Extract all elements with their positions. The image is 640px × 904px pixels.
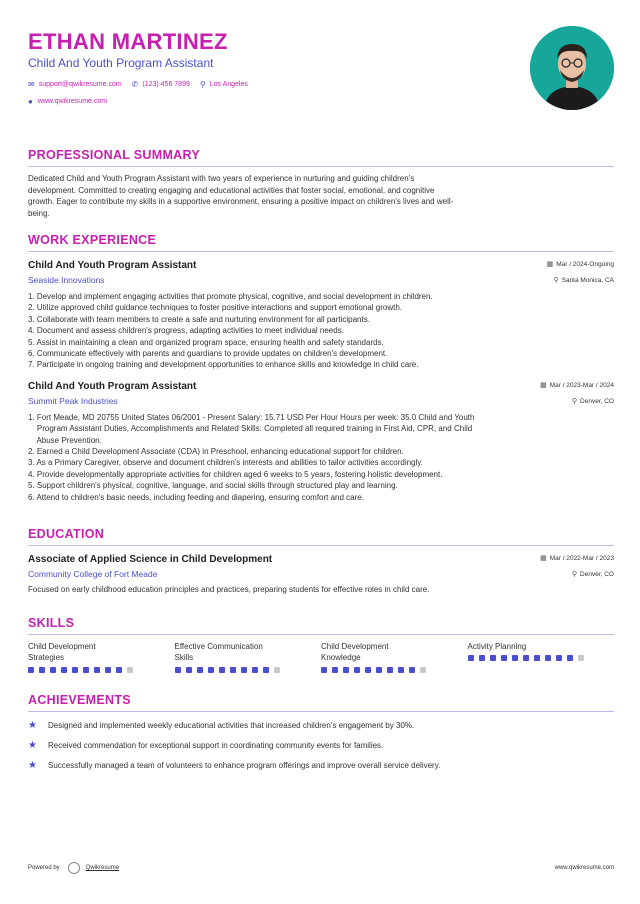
- skill-dot-filled: [186, 667, 192, 673]
- skill-dot-filled: [398, 667, 404, 673]
- education-section: [28, 527, 614, 596]
- footer-url[interactable]: www.qwikresume.com: [554, 865, 614, 871]
- skill-dot-filled: [28, 667, 34, 673]
- skill-level: [468, 655, 615, 661]
- experience-section: [28, 233, 614, 503]
- skill-dot-filled: [50, 667, 56, 673]
- mail-icon: ✉: [28, 80, 35, 89]
- location-text: Los Angeles: [209, 81, 248, 88]
- job-entry: [28, 381, 614, 503]
- job-location: ⚲ Denver, CO: [571, 397, 614, 405]
- location-pin-icon: ⚲: [199, 80, 206, 89]
- location-pin-icon: ⚲: [571, 397, 578, 405]
- achievement-item: [28, 760, 614, 771]
- job-location: ⚲ Santa Monica, CA: [553, 277, 614, 284]
- education-dates: ▦ Mar / 2022-Mar / 2023: [540, 555, 614, 563]
- skill-dot-empty: [420, 667, 426, 673]
- calendar-icon: ▦: [540, 381, 547, 389]
- qwikresume-logo-icon: [68, 862, 80, 874]
- job-dates: ▦ Mar / 2024-Ongoing: [546, 261, 614, 268]
- skill-dot-filled: [72, 667, 78, 673]
- list-item: 3. Collaborate with team members to create a safe and nurturing environment for all participants.: [28, 314, 370, 324]
- email-item[interactable]: [28, 80, 122, 89]
- skill-dot-filled: [230, 667, 236, 673]
- section-divider: [28, 634, 614, 635]
- company-name: Seaside Innovations: [28, 275, 105, 285]
- skill-dot-filled: [409, 667, 415, 673]
- phone-item[interactable]: [132, 80, 190, 89]
- email-text: support@qwikresume.com: [38, 81, 122, 88]
- candidate-role: Child And Youth Program Assistant: [28, 56, 214, 70]
- skill-dot-filled: [468, 655, 474, 661]
- company-name: Summit Peak Industries: [28, 395, 118, 406]
- skill-dot-filled: [332, 667, 338, 673]
- skill-dot-filled: [197, 667, 203, 673]
- website-row[interactable]: [28, 97, 614, 106]
- education-title: EDUCATION: [28, 527, 105, 542]
- skill-dot-filled: [556, 655, 562, 661]
- summary-line: growth. Eager to contribute my skills in a supportive environment, ensuring a positive impact on children's lives and well-: [28, 197, 454, 206]
- job-entry: [28, 260, 614, 371]
- education-location: ⚲ Denver, CO: [571, 571, 614, 579]
- list-item: 4. Document and assess children's progress, adapting activities to meet individual needs.: [28, 326, 344, 336]
- skill-dot-filled: [343, 667, 349, 673]
- school-name: Community College of Fort Meade: [28, 569, 158, 580]
- skill-dot-filled: [376, 667, 382, 673]
- achievements-section: [28, 693, 614, 771]
- skill-dot-filled: [219, 667, 225, 673]
- achievement-item: [28, 720, 614, 731]
- summary-text: [28, 173, 614, 219]
- skill-dot-filled: [61, 667, 67, 673]
- summary-title: PROFESSIONAL SUMMARY: [28, 148, 200, 162]
- skill-dot-filled: [39, 667, 45, 673]
- skill-dot-filled: [252, 667, 258, 673]
- list-item: 6. Attend to children's basic needs, including feeding and diapering, ensuring comfort and care.: [28, 492, 364, 502]
- calendar-icon: ▦: [546, 261, 554, 268]
- location-pin-icon: ⚲: [553, 277, 559, 284]
- skill-dot-filled: [479, 655, 485, 661]
- skills-section: [28, 616, 614, 673]
- location-item: [200, 80, 248, 89]
- skill-dot-filled: [208, 667, 214, 673]
- degree-title: Associate of Applied Science in Child Development: [28, 554, 273, 566]
- skill-level: [175, 667, 322, 673]
- skill-dot-empty: [578, 655, 584, 661]
- skill-dot-filled: [83, 667, 89, 673]
- skill-level: [28, 667, 175, 673]
- list-item: 5. Assist in maintaining a clean and organized program space, ensuring health and safety standards.: [28, 337, 384, 347]
- skill-dot-filled: [567, 655, 573, 661]
- achievement-text: Received commendation for exceptional support in coordinating community events for families.: [48, 740, 384, 750]
- job-title: Child And Youth Program Assistant: [28, 260, 197, 271]
- skill-dot-filled: [105, 667, 111, 673]
- list-item: 1. Fort Meade, MD 20755 United States 06/2001 - Present Salary: 15.71 USD Per Hour Hours per week: 35.0 Child and Youth: [28, 412, 475, 422]
- skill-dot-filled: [263, 667, 269, 673]
- skill-dot-filled: [523, 655, 529, 661]
- skill-dot-filled: [241, 667, 247, 673]
- section-divider: [28, 251, 614, 252]
- skill-dot-filled: [354, 667, 360, 673]
- job-duties: [28, 291, 614, 371]
- skill-dot-empty: [127, 667, 133, 673]
- phone-text: (123) 456 7899: [142, 81, 190, 88]
- job-title: Child And Youth Program Assistant: [28, 380, 197, 392]
- skill-item: [468, 641, 615, 673]
- skill-dot-filled: [175, 667, 181, 673]
- list-item: 6. Communicate effectively with parents and guardians to provide updates on children's development.: [28, 349, 388, 359]
- summary-section: [28, 148, 614, 219]
- skill-dot-filled: [490, 655, 496, 661]
- skill-name: Child Development Knowledge: [321, 641, 389, 663]
- experience-title: WORK EXPERIENCE: [28, 233, 157, 247]
- list-item: 4. Provide developmentally appropriate activities for children aged 6 weeks to 5 years, fostering holistic development.: [28, 469, 443, 479]
- skill-dot-empty: [274, 667, 280, 673]
- section-divider: [28, 711, 614, 712]
- skill-dot-filled: [116, 667, 122, 673]
- list-item: 5. Support children's physical, cognitive, language, and social skills through structured play and learning.: [28, 481, 398, 491]
- star-badge-icon: ★: [28, 739, 37, 751]
- resume-header: [28, 30, 614, 140]
- website-text: www.qwikresume.com: [37, 98, 108, 105]
- candidate-name: ETHAN MARTINEZ: [28, 29, 228, 54]
- list-item: Program Assistant Duties, Accomplishments and Related Skills: Completed all required training in First Aid, CPR, and Child: [28, 424, 473, 434]
- job-dates: ▦ Mar / 2023-Mar / 2024: [540, 381, 614, 389]
- job-duties: [28, 412, 614, 503]
- globe-icon: ●: [28, 97, 33, 106]
- powered-by-label: Powered by: [28, 865, 60, 871]
- section-divider: [28, 545, 614, 546]
- skill-dot-filled: [94, 667, 100, 673]
- achievement-item: [28, 740, 614, 751]
- skill-dot-filled: [387, 667, 393, 673]
- section-divider: [28, 166, 614, 167]
- skill-dot-filled: [512, 655, 518, 661]
- skill-level: [321, 667, 468, 673]
- skill-dot-filled: [545, 655, 551, 661]
- skill-item: [175, 641, 322, 673]
- list-item: 1. Develop and implement engaging activities that promote physical, cognitive, and social development in children.: [28, 292, 433, 301]
- list-item: 2. Utilize approved child guidance techniques to foster positive interactions and support emotional growth.: [28, 303, 402, 313]
- skill-dot-filled: [534, 655, 540, 661]
- achievement-text: Designed and implemented weekly educational activities that increased children's engagement by 30%.: [48, 720, 415, 730]
- location-pin-icon: ⚲: [571, 571, 578, 579]
- skill-name: Activity Planning: [467, 641, 527, 651]
- skill-item: [28, 641, 175, 673]
- list-item: 7. Participate in ongoing training and development opportunities to enhance skills and knowledge in child care.: [28, 360, 419, 370]
- skills-title: SKILLS: [28, 615, 75, 630]
- list-item: 3. As a Primary Caregiver, observe and document children's interests and abilities to tailor activities accordingly.: [28, 458, 423, 468]
- page-footer: [28, 862, 614, 874]
- skill-dot-filled: [501, 655, 507, 661]
- avatar-illustration: [530, 26, 614, 110]
- skill-dot-filled: [321, 667, 327, 673]
- skill-item: [321, 641, 468, 673]
- skill-name: Effective Communication Skills: [174, 641, 263, 663]
- star-badge-icon: ★: [28, 719, 37, 731]
- phone-icon: ✆: [131, 80, 139, 89]
- summary-line: Dedicated Child and Youth Program Assistant with two years of experience in nurturing and guiding children's: [28, 174, 415, 183]
- avatar: [530, 26, 614, 110]
- skill-dot-filled: [365, 667, 371, 673]
- summary-line: being.: [28, 208, 50, 218]
- list-item: 2. Earned a Child Development Associate (CDA) in Preschool, enhancing educational support for children.: [28, 447, 404, 457]
- achievement-text: Successfully managed a team of volunteers to enhance program offerings and improve overall service delivery.: [48, 760, 441, 770]
- skill-name: Child Development Strategies: [28, 641, 96, 663]
- achievements-title: ACHIEVEMENTS: [28, 692, 131, 707]
- star-badge-icon: ★: [28, 759, 37, 771]
- calendar-icon: ▦: [540, 555, 547, 563]
- contact-row: [28, 80, 614, 89]
- list-item: Abuse Prevention.: [28, 435, 102, 445]
- brand-link[interactable]: Qwikresume: [85, 865, 120, 871]
- summary-line: development. Committed to creating engaging and educational activities that foster social, emotional, and cognitive: [28, 185, 435, 195]
- education-description: Focused on early childhood education principles and practices, preparing students for effective roles in child care.: [28, 585, 430, 595]
